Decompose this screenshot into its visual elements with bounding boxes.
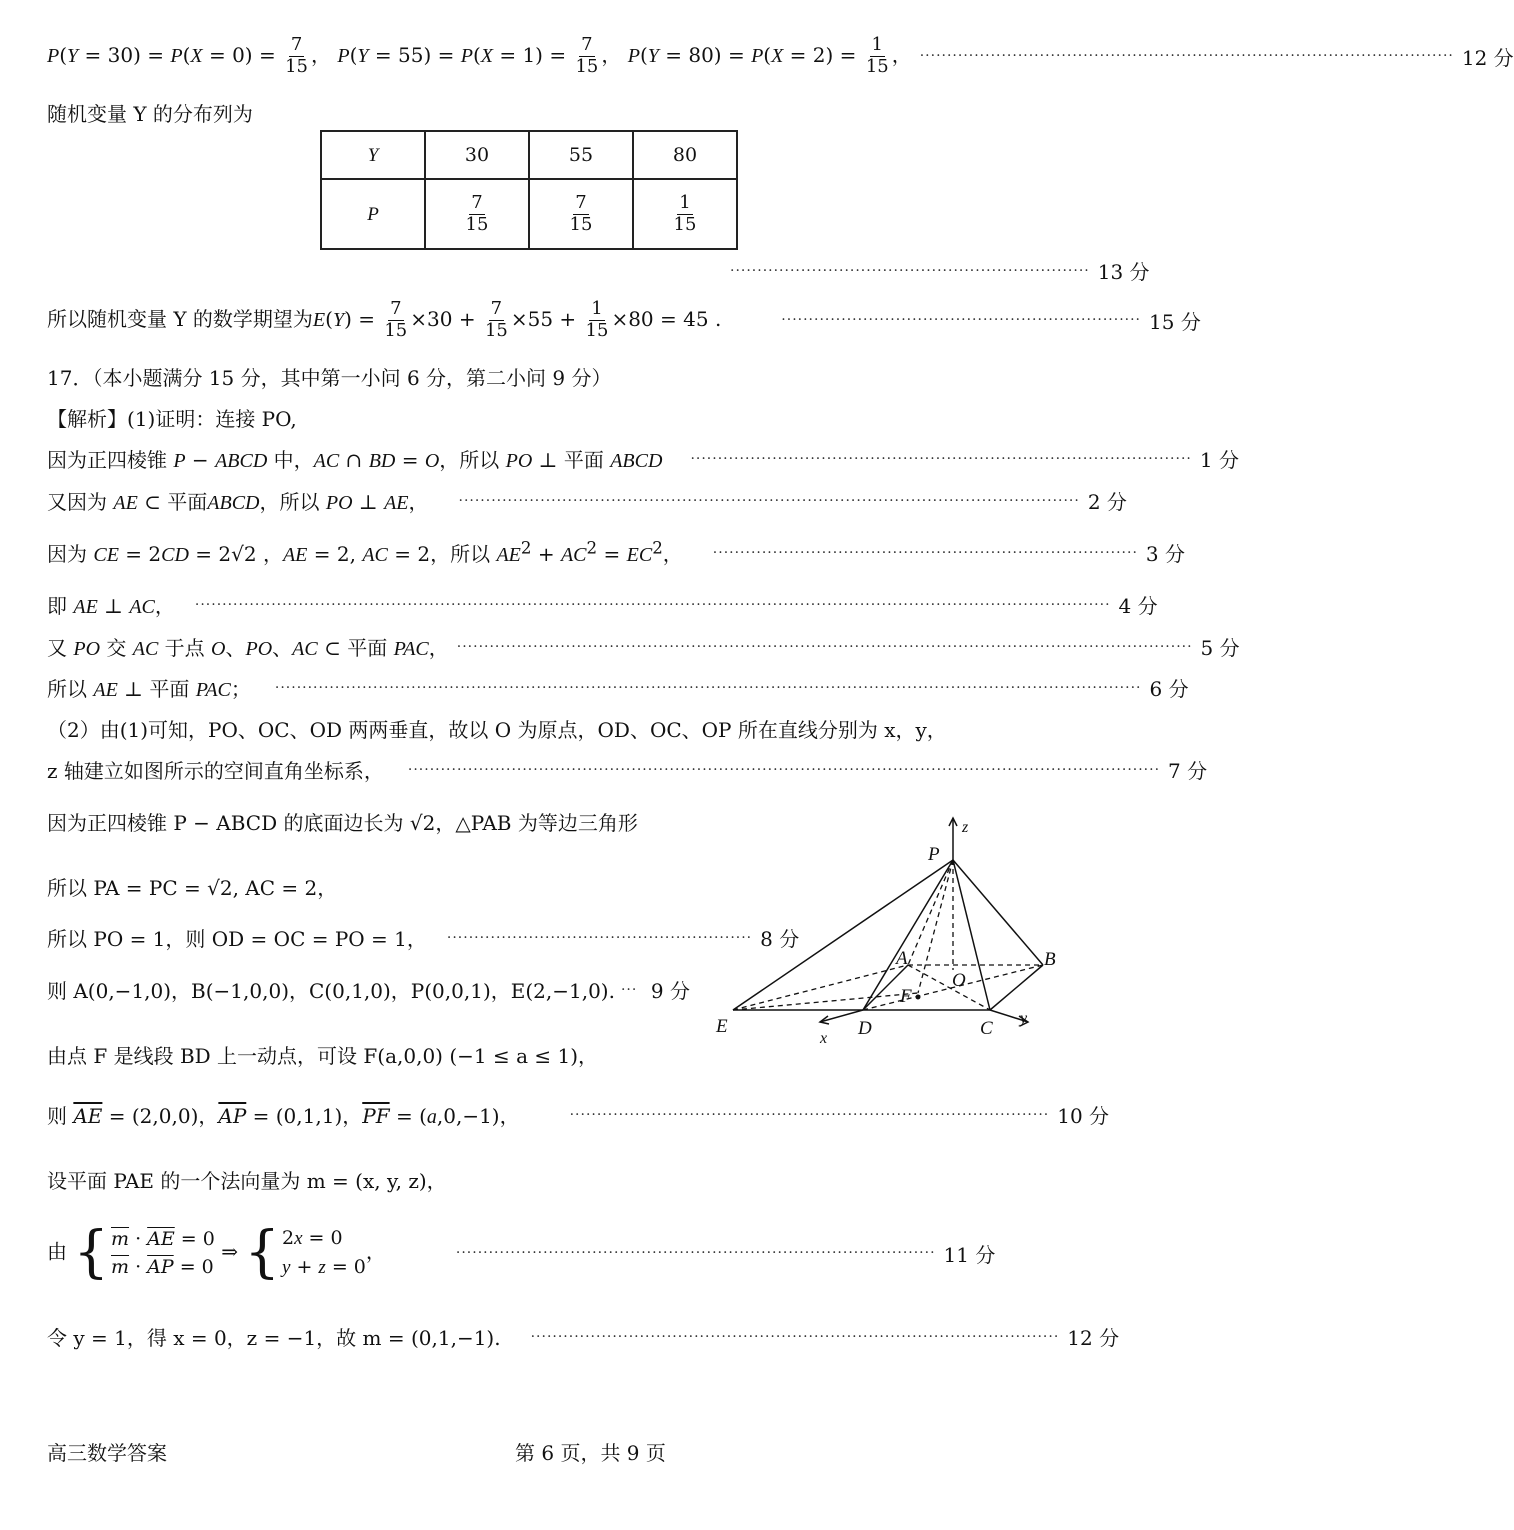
edge-bc bbox=[990, 965, 1043, 1010]
footer-left: 高三数学答案 bbox=[47, 1441, 167, 1465]
probability-formulas: P(Y = 30) = P(X = 0) = $\frac{7}{15}$ ， P(Y = 55) = P(X = 1) = $\frac{7}{15}$ ， P(Y = 80) = P(X = 2) = $\frac{1}{15}$ ， bbox=[47, 34, 912, 77]
dot-leader: ······································································································································· bbox=[456, 638, 1193, 655]
expectation-text: 所以随机变量 Y 的数学期望为E(Y) = $\frac{7}{15}$ ×30 + $\frac{7}{15}$ ×55 + $\frac{1}{15}$ ×80 = 45 . bbox=[47, 298, 722, 341]
score-1: 1 分 bbox=[1199, 448, 1239, 472]
step-2-text: 又因为 AE ⊂ 平面ABCD，所以 PO ⊥ AE， bbox=[47, 490, 429, 514]
label-x: x bbox=[820, 1030, 828, 1047]
point-f-dot bbox=[916, 995, 921, 1000]
score-11: 11 分 bbox=[943, 1242, 996, 1267]
score-6: 6 分 bbox=[1149, 677, 1189, 701]
dot-leader: ·················································································································· bbox=[458, 492, 1080, 509]
footer-page-number: 第 6 页，共 9 页 bbox=[515, 1441, 666, 1465]
score-10: 10 分 bbox=[1057, 1104, 1110, 1128]
step-6-text: 所以 AE ⊥ 平面 PAC； bbox=[47, 677, 251, 701]
score-2: 2 分 bbox=[1087, 490, 1127, 514]
label-z: z bbox=[962, 819, 969, 836]
edge-pe bbox=[733, 860, 953, 1010]
system-text: 由 { $\overline{m} \cdot \overline{AE} = 0$ $\overline{m} \cdot \overline{AP} = 0$ ⇒ { 2x = 0 y + z = 0 ， bbox=[47, 1220, 386, 1285]
distribution-table bbox=[320, 130, 738, 250]
table-row bbox=[321, 179, 737, 249]
step-4-text: 即 AE ⊥ AC， bbox=[47, 594, 175, 618]
line-probabilities bbox=[47, 34, 1514, 77]
pa-pc-text: 所以 PA = PC = √2, AC = 2， bbox=[47, 876, 338, 900]
dot-leader: ·································································· bbox=[730, 262, 1090, 279]
line-part-2 bbox=[47, 714, 1020, 743]
line-conclusion bbox=[47, 1322, 1120, 1351]
dot-leader: ·································································································· bbox=[919, 48, 1454, 65]
edge-ea bbox=[733, 965, 908, 1010]
score-8: 8 分 bbox=[760, 927, 800, 951]
table-cell: $\frac{7}{15}$ bbox=[425, 179, 529, 249]
line-vectors bbox=[47, 1100, 1110, 1129]
step-1-text: 因为正四棱锥 P − ABCD 中，AC ∩ BD = O，所以 PO ⊥ 平面 ABCD bbox=[47, 448, 663, 472]
table-cell: $\frac{7}{15}$ bbox=[529, 179, 633, 249]
line-step-4 bbox=[47, 590, 1158, 619]
dot-leader: ·············································································· bbox=[712, 544, 1138, 561]
table-cell: 80 bbox=[633, 131, 737, 179]
point-f-text: 由点 F 是线段 BD 上一动点，可设 F(a,0,0) (−1 ≤ a ≤ 1)， bbox=[47, 1044, 599, 1068]
label-b: B bbox=[1044, 949, 1056, 970]
line-score-13 bbox=[730, 256, 1150, 285]
equation-system-right: { 2x = 0 y + z = 0 bbox=[244, 1220, 366, 1285]
dot-leader: ··· bbox=[620, 981, 638, 998]
edge-ac bbox=[908, 965, 990, 1010]
label-e: E bbox=[716, 1016, 728, 1037]
dot-leader: ······························································································································································· bbox=[274, 679, 1142, 696]
dot-leader: ·········································································································································· bbox=[407, 761, 1161, 778]
score-13: 13 分 bbox=[1097, 260, 1150, 284]
line-coordinate-system bbox=[47, 755, 1208, 784]
line-expectation bbox=[47, 298, 1201, 341]
edge-ef bbox=[733, 993, 918, 1010]
pyramid-figure bbox=[700, 810, 1070, 1050]
label-y: y bbox=[1020, 1010, 1028, 1027]
vectors-text: 则 $\overline{AE} = (2,0,0)$，$\overline{AP} = (0,1,1)$，$\overline{PF} = (a,0,-1)$， bbox=[47, 1104, 520, 1128]
line-system bbox=[47, 1220, 996, 1285]
score-12b: 12 分 bbox=[1067, 1326, 1120, 1350]
score-7: 7 分 bbox=[1168, 759, 1208, 783]
equation-system-left: { $\overline{m} \cdot \overline{AE} = 0$ $\overline{m} \cdot \overline{AP} = 0$ bbox=[73, 1220, 215, 1285]
score-3: 3 分 bbox=[1145, 542, 1186, 566]
base-edge-text: 因为正四棱锥 P − ABCD 的底面边长为 √2，△PAB 为等边三角形 bbox=[47, 811, 638, 835]
label-a: A bbox=[896, 948, 908, 969]
dot-leader: ········································································································································································ bbox=[194, 596, 1111, 613]
line-step-3 bbox=[47, 538, 1186, 567]
score-4: 4 分 bbox=[1118, 594, 1158, 618]
dot-leader: ························································································ bbox=[455, 1245, 936, 1261]
line-analysis bbox=[47, 403, 985, 432]
label-d: D bbox=[858, 1018, 872, 1039]
table-cell: 30 bbox=[425, 131, 529, 179]
dot-leader: ························································································ bbox=[569, 1106, 1050, 1123]
line-step-5 bbox=[47, 632, 1240, 661]
line-po bbox=[47, 923, 800, 952]
x-axis bbox=[820, 1010, 863, 1022]
coordinate-system-text: z 轴建立如图所示的空间直角坐标系， bbox=[47, 759, 384, 783]
score-12: 12 分 bbox=[1461, 45, 1514, 70]
dot-leader: ·································································· bbox=[781, 312, 1142, 329]
line-coordinates bbox=[47, 975, 690, 1004]
problem-17-header: 17．（本小题满分 15 分，其中第一小问 6 分，第二小问 9 分） bbox=[47, 366, 612, 390]
dot-leader: ································································································· bbox=[530, 1328, 1060, 1345]
dot-leader: ···························································································· bbox=[690, 450, 1192, 467]
dot-leader: ························································ bbox=[446, 929, 753, 946]
score-9: 9 分 bbox=[650, 979, 690, 1003]
step-5-text: 又 PO 交 AC 于点 O、PO、AC ⊂ 平面 PAC， bbox=[47, 636, 449, 660]
table-cell: P bbox=[321, 179, 425, 249]
line-step-6 bbox=[47, 673, 1189, 702]
po-text: 所以 PO = 1，则 OD = OC = PO = 1， bbox=[47, 927, 427, 951]
line-normal-vector bbox=[47, 1165, 985, 1194]
label-o: O bbox=[952, 970, 966, 991]
line-step-1 bbox=[47, 444, 1239, 473]
line-step-2 bbox=[47, 486, 1127, 515]
step-3-text: 因为 CE = 2CD = 2√2 ，AE = 2, AC = 2，所以 $AE^2 + AC^2 = EC^2$， bbox=[47, 538, 683, 566]
distribution-intro-text: 随机变量 Y 的分布列为 bbox=[47, 102, 253, 126]
line-distribution-intro bbox=[47, 98, 985, 127]
label-f: F bbox=[900, 986, 912, 1007]
line-problem-17 bbox=[47, 362, 985, 391]
normal-vector-text: 设平面 PAE 的一个法向量为 m = (x, y, z)， bbox=[47, 1169, 447, 1193]
analysis-start: 【解析】(1)证明：连接 PO, bbox=[47, 407, 297, 431]
table-cell: 55 bbox=[529, 131, 633, 179]
conclusion-text: 令 y = 1，得 x = 0，z = −1，故 m = (0,1,−1). bbox=[47, 1326, 501, 1350]
table-cell: $\frac{1}{15}$ bbox=[633, 179, 737, 249]
score-15: 15 分 bbox=[1149, 309, 1201, 334]
table-cell: Y bbox=[321, 131, 425, 179]
table-row bbox=[321, 131, 737, 179]
coordinates-text: 则 A(0,−1,0)，B(−1,0,0)，C(0,1,0)，P(0,0,1)，E(2,−1,0). bbox=[47, 979, 615, 1003]
label-p: P bbox=[928, 844, 940, 865]
label-c: C bbox=[980, 1018, 993, 1039]
score-5: 5 分 bbox=[1200, 636, 1240, 660]
part-2-text: （2）由(1)可知，PO、OC、OD 两两垂直，故以 O 为原点，OD、OC、OP 所在直线分别为 x，y， bbox=[47, 718, 947, 742]
